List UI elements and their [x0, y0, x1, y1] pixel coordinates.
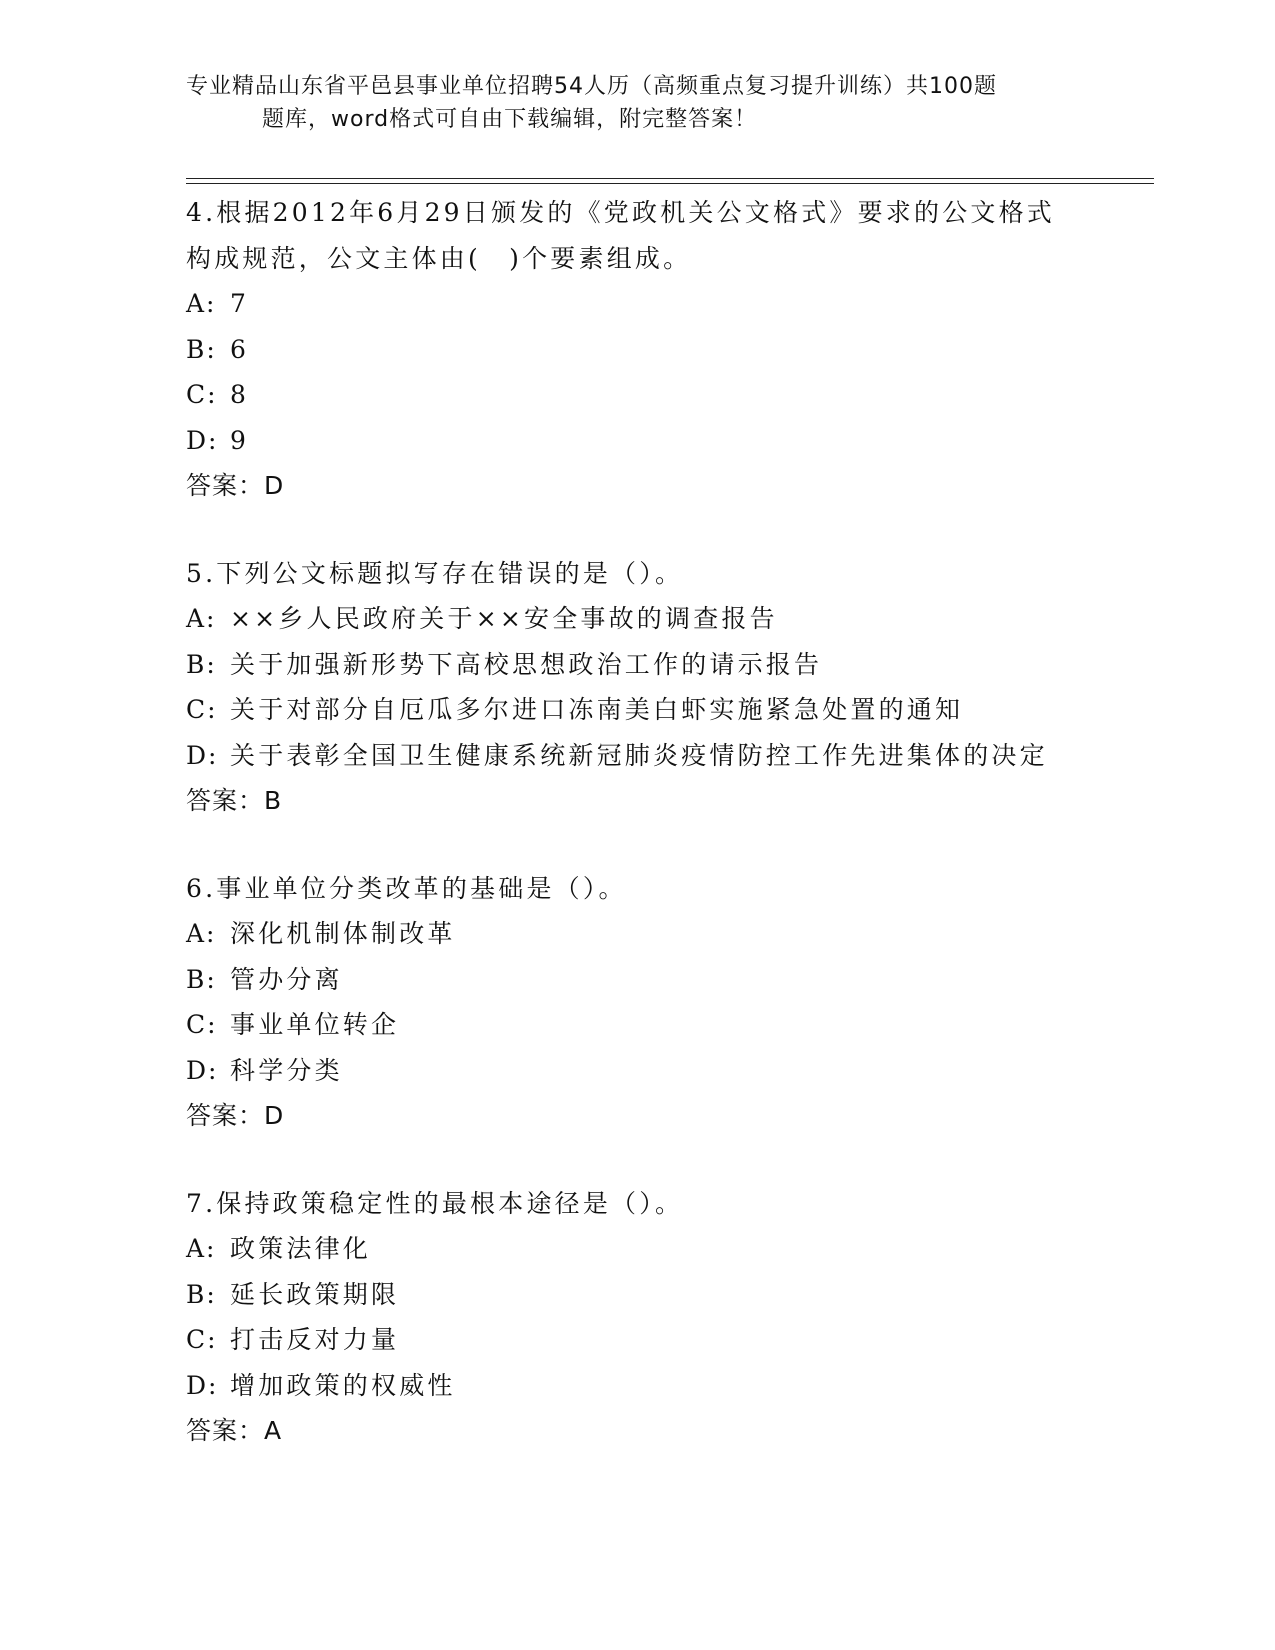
option-letter: D:: [186, 425, 219, 455]
option-text: 8: [230, 380, 250, 409]
option-letter: A:: [186, 604, 217, 633]
option-a: [186, 1226, 1146, 1272]
question-item: [186, 1181, 1146, 1454]
option-a: [186, 281, 1146, 327]
question-text: 5.下列公文标题拟写存在错误的是（）。: [186, 558, 684, 588]
option-letter: D:: [186, 1055, 219, 1085]
option-letter: C:: [186, 695, 218, 724]
header-title-line-1: 专业精品山东省平邑县事业单位招聘54人历（高频重点复习提升训练）共100题: [186, 74, 997, 99]
question-item: [186, 866, 1146, 1139]
option-text: 延长政策期限: [230, 1279, 400, 1309]
option-c: [186, 372, 1146, 418]
option-text: 9: [230, 425, 250, 455]
option-text: 6: [230, 334, 250, 364]
option-text: 关于加强新形势下高校思想政治工作的请示报告: [230, 649, 823, 679]
question-text: 4.根据2012年6月29日颁发的《党政机关公文格式》要求的公文格式构成规范，公文主体由( )个要素组成。: [186, 198, 1055, 273]
option-letter: A:: [186, 919, 217, 948]
option-b: [186, 327, 1146, 373]
question-item: [186, 190, 1146, 509]
option-letter: D:: [186, 1370, 219, 1400]
option-d: [186, 418, 1146, 464]
option-text: 事业单位转企: [230, 1010, 400, 1039]
option-b: [186, 1272, 1146, 1318]
header-title-line-2: 题库，word格式可自由下载编辑，附完整答案！: [262, 107, 758, 132]
option-letter: A:: [186, 289, 217, 318]
answer-line: 答案：D: [186, 471, 285, 500]
option-b: [186, 642, 1146, 688]
option-letter: B:: [186, 964, 217, 994]
option-letter: C:: [186, 1010, 218, 1039]
question-list: [186, 190, 1146, 1496]
answer-line: 答案：B: [186, 786, 283, 815]
header-divider-bottom: [186, 183, 1154, 184]
option-letter: B:: [186, 334, 217, 364]
option-text: 深化机制体制改革: [230, 919, 456, 948]
option-letter: B:: [186, 1279, 217, 1309]
question-text: 7.保持政策稳定性的最根本途径是（）。: [186, 1188, 684, 1218]
option-c: [186, 687, 1146, 733]
option-b: [186, 957, 1146, 1003]
answer-line: 答案：D: [186, 1101, 285, 1130]
answer-line: 答案：A: [186, 1416, 283, 1445]
option-text: 科学分类: [230, 1055, 343, 1085]
option-text: 7: [230, 289, 250, 318]
header-divider-top: [186, 178, 1154, 179]
option-letter: B:: [186, 649, 217, 679]
option-text: 政策法律化: [230, 1234, 372, 1263]
option-letter: C:: [186, 1325, 218, 1354]
option-a: [186, 911, 1146, 957]
option-text: 管办分离: [230, 964, 343, 994]
option-d: [186, 1048, 1146, 1094]
option-letter: C:: [186, 380, 218, 409]
option-d: [186, 1363, 1146, 1409]
option-c: [186, 1317, 1146, 1363]
option-c: [186, 1002, 1146, 1048]
option-d: [186, 733, 1146, 779]
question-text: 6.事业单位分类改革的基础是（）。: [186, 873, 627, 903]
option-letter: A:: [186, 1234, 217, 1263]
option-text: 关于对部分自厄瓜多尔进口冻南美白虾实施紧急处置的通知: [230, 695, 964, 724]
option-text: 关于表彰全国卫生健康系统新冠肺炎疫情防控工作先进集体的决定: [230, 740, 1048, 770]
question-item: [186, 551, 1146, 824]
option-text: ××乡人民政府关于××安全事故的调查报告: [230, 604, 778, 633]
option-letter: D:: [186, 740, 219, 770]
option-text: 增加政策的权威性: [230, 1370, 456, 1400]
option-a: [186, 596, 1146, 642]
option-text: 打击反对力量: [230, 1325, 400, 1354]
